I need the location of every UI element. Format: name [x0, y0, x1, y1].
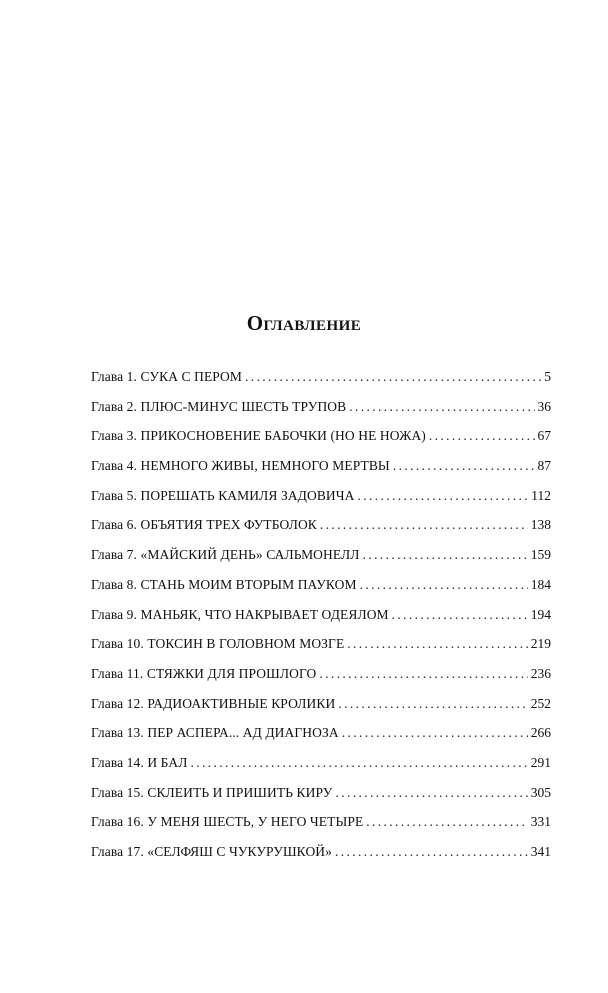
dot-leader: [320, 510, 528, 540]
dot-leader: [342, 718, 528, 748]
chapter-number: Глава 7.: [91, 547, 138, 563]
toc-entry[interactable]: [91, 748, 551, 778]
dot-leader: [335, 778, 527, 808]
chapter-title: ОБЪЯТИЯ ТРЕХ ФУТБОЛОК: [140, 517, 317, 533]
page-number: 291: [530, 754, 551, 770]
page-number: 341: [530, 844, 551, 859]
toc-entry-label: [91, 570, 357, 600]
toc-entry-label: [91, 807, 363, 837]
chapter-title: ПРИКОСНОВЕНИЕ БАБОЧКИ (НО НЕ НОЖА): [140, 428, 426, 444]
chapter-number: Глава 9.: [91, 606, 138, 622]
toc-entry-label: [91, 451, 390, 481]
chapter-number: Глава 3.: [91, 428, 138, 444]
toc-entry-label: [91, 392, 346, 422]
dot-leader: [429, 421, 535, 451]
page-number: 138: [530, 517, 551, 533]
toc-entry[interactable]: [91, 481, 551, 511]
toc-entry-label: [91, 600, 389, 630]
toc-entry-label: [91, 362, 242, 392]
toc-entry[interactable]: [91, 807, 551, 837]
chapter-title: МАНЬЯК, ЧТО НАКРЫВАЕТ ОДЕЯЛОМ: [140, 606, 389, 622]
chapter-title: ПЕР АСПЕРА... АД ДИАГНОЗА: [147, 725, 339, 741]
chapter-number: Глава 10.: [91, 636, 144, 652]
dot-leader: [245, 362, 541, 392]
page-number: 236: [530, 665, 551, 681]
toc-entry[interactable]: [91, 629, 551, 659]
chapter-title: СТАНЬ МОИМ ВТОРЫМ ПАУКОМ: [140, 576, 357, 592]
chapter-number: Глава 13.: [91, 725, 144, 741]
chapter-title: СТЯЖКИ ДЛЯ ПРОШЛОГО: [146, 665, 317, 681]
chapter-number: Глава 12.: [91, 695, 144, 711]
chapter-title: ПЛЮС-МИНУС ШЕСТЬ ТРУПОВ: [140, 398, 347, 414]
toc-entry-label: [91, 748, 187, 778]
toc-entry-label: [91, 778, 332, 808]
dot-leader: [360, 570, 528, 600]
page-number: 5: [544, 369, 551, 384]
chapter-title: СУКА С ПЕРОМ: [140, 369, 243, 384]
chapter-title: И БАЛ: [147, 754, 188, 770]
chapter-title: НЕМНОГО ЖИВЫ, НЕМНОГО МЕРТВЫ: [140, 458, 390, 474]
toc-entry-label: [91, 837, 332, 867]
page-number: 252: [530, 695, 551, 711]
dot-leader: [349, 392, 534, 422]
chapter-number: Глава 17.: [91, 844, 144, 859]
chapter-number: Глава 1.: [91, 369, 138, 384]
chapter-number: Глава 6.: [91, 517, 138, 533]
page-number: 184: [530, 576, 551, 592]
toc-title: Оглавление: [246, 311, 362, 335]
toc-entry-label: [91, 481, 355, 511]
dot-leader: [358, 481, 529, 511]
chapter-number: Глава 5.: [91, 487, 138, 503]
toc-entry-label: [91, 421, 426, 451]
page-number: 36: [537, 398, 551, 414]
page-number: 67: [537, 428, 551, 444]
toc-entry[interactable]: [91, 837, 551, 867]
toc-entry-label: [91, 689, 335, 719]
chapter-number: Глава 4.: [91, 458, 138, 474]
page-number: 219: [530, 636, 551, 652]
toc-entry[interactable]: [91, 362, 551, 392]
chapter-number: Глава 11.: [91, 665, 144, 681]
dot-leader: [190, 748, 527, 778]
dot-leader: [319, 659, 527, 689]
toc-entry[interactable]: [91, 659, 551, 689]
page-number: 112: [531, 487, 551, 503]
dot-leader: [347, 629, 527, 659]
chapter-title: ПОРЕШАТЬ КАМИЛЯ ЗАДОВИЧА: [140, 487, 355, 503]
chapter-title: «СЕЛФЯШ С ЧУКУРУШКОЙ»: [147, 844, 332, 859]
toc-entry[interactable]: [91, 451, 551, 481]
toc-entry[interactable]: [91, 392, 551, 422]
chapter-number: Глава 16.: [91, 814, 144, 830]
dot-leader: [335, 837, 528, 867]
dot-leader: [393, 451, 535, 481]
page-number: 159: [530, 547, 551, 563]
toc-entry-label: [91, 510, 317, 540]
toc-entry[interactable]: [91, 718, 551, 748]
chapter-number: Глава 2.: [91, 398, 138, 414]
chapter-title: У МЕНЯ ШЕСТЬ, У НЕГО ЧЕТЫРЕ: [147, 814, 364, 830]
toc-list: [91, 362, 551, 867]
toc-entry[interactable]: [91, 600, 551, 630]
toc-entry[interactable]: [91, 570, 551, 600]
page-number: 87: [537, 458, 551, 474]
chapter-title: ТОКСИН В ГОЛОВНОМ МОЗГЕ: [147, 636, 345, 652]
page-number: 305: [530, 784, 551, 800]
toc-entry-label: [91, 718, 339, 748]
toc-entry[interactable]: [91, 540, 551, 570]
dot-leader: [363, 540, 528, 570]
chapter-number: Глава 15.: [91, 784, 144, 800]
toc-entry-label: [91, 540, 360, 570]
dot-leader: [392, 600, 528, 630]
page-number: 331: [530, 814, 551, 830]
toc-entry[interactable]: [91, 510, 551, 540]
chapter-number: Глава 8.: [91, 576, 138, 592]
toc-entry[interactable]: [91, 778, 551, 808]
toc-entry[interactable]: [91, 689, 551, 719]
chapter-number: Глава 14.: [91, 754, 144, 770]
dot-leader: [366, 807, 527, 837]
toc-entry[interactable]: [91, 421, 551, 451]
chapter-title: РАДИОАКТИВНЫЕ КРОЛИКИ: [147, 695, 336, 711]
toc-entry-label: [91, 659, 316, 689]
chapter-title: СКЛЕИТЬ И ПРИШИТЬ КИРУ: [147, 784, 333, 800]
dot-leader: [338, 689, 527, 719]
toc-entry-label: [91, 629, 344, 659]
chapter-title: «МАЙСКИЙ ДЕНЬ» САЛЬМОНЕЛЛ: [140, 547, 360, 563]
page-number: 266: [530, 725, 551, 741]
page-number: 194: [530, 606, 551, 622]
